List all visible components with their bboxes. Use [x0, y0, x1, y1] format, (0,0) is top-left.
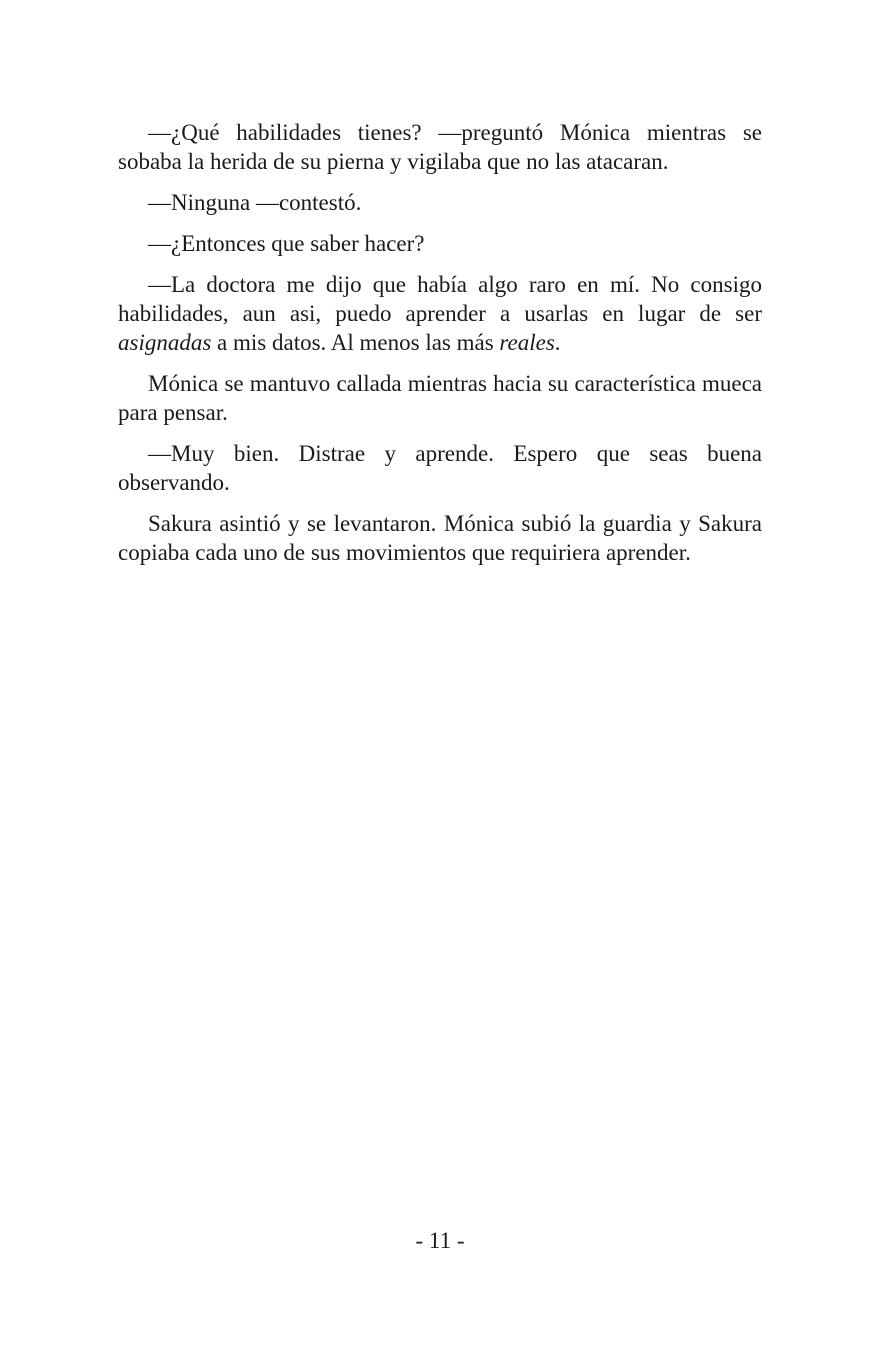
paragraph-6	[118, 439, 762, 497]
paragraph-text: Mónica se mantuvo callada mientras hacia su característica mueca para pensar.	[118, 371, 762, 425]
paragraph-1	[118, 118, 762, 176]
page-number: - 11 -	[415, 1228, 465, 1253]
paragraph-2	[118, 188, 762, 217]
paragraph-text: Sakura asintió y se levantaron. Mónica subió la guardia y Sakura copiaba cada uno de sus movimientos que requiriera aprender.	[118, 511, 762, 565]
paragraph-text: —La doctora me dijo que había algo raro en mí. No consigo habilidades, aun asi, puedo aprender a usarlas en lugar de ser	[118, 272, 762, 326]
paragraph-text: a mis datos. Al menos las más	[211, 330, 500, 355]
paragraph-5	[118, 369, 762, 427]
paragraph-3	[118, 229, 762, 258]
paragraph-4	[118, 270, 762, 357]
paragraph-text: —Ninguna —contestó.	[148, 190, 362, 215]
paragraph-text: —¿Entonces que saber hacer?	[148, 231, 425, 256]
italic-word: reales	[499, 330, 555, 355]
paragraph-text: —¿Qué habilidades tienes? —preguntó Mónica mientras se sobaba la herida de su pierna y vigilaba que no las atacaran.	[118, 120, 762, 174]
paragraph-7	[118, 509, 762, 567]
paragraph-text: .	[554, 330, 561, 355]
italic-word: asignadas	[118, 330, 212, 355]
page-body-text	[118, 118, 762, 567]
paragraph-text: —Muy bien. Distrae y aprende. Espero que seas buena observando.	[118, 441, 762, 495]
